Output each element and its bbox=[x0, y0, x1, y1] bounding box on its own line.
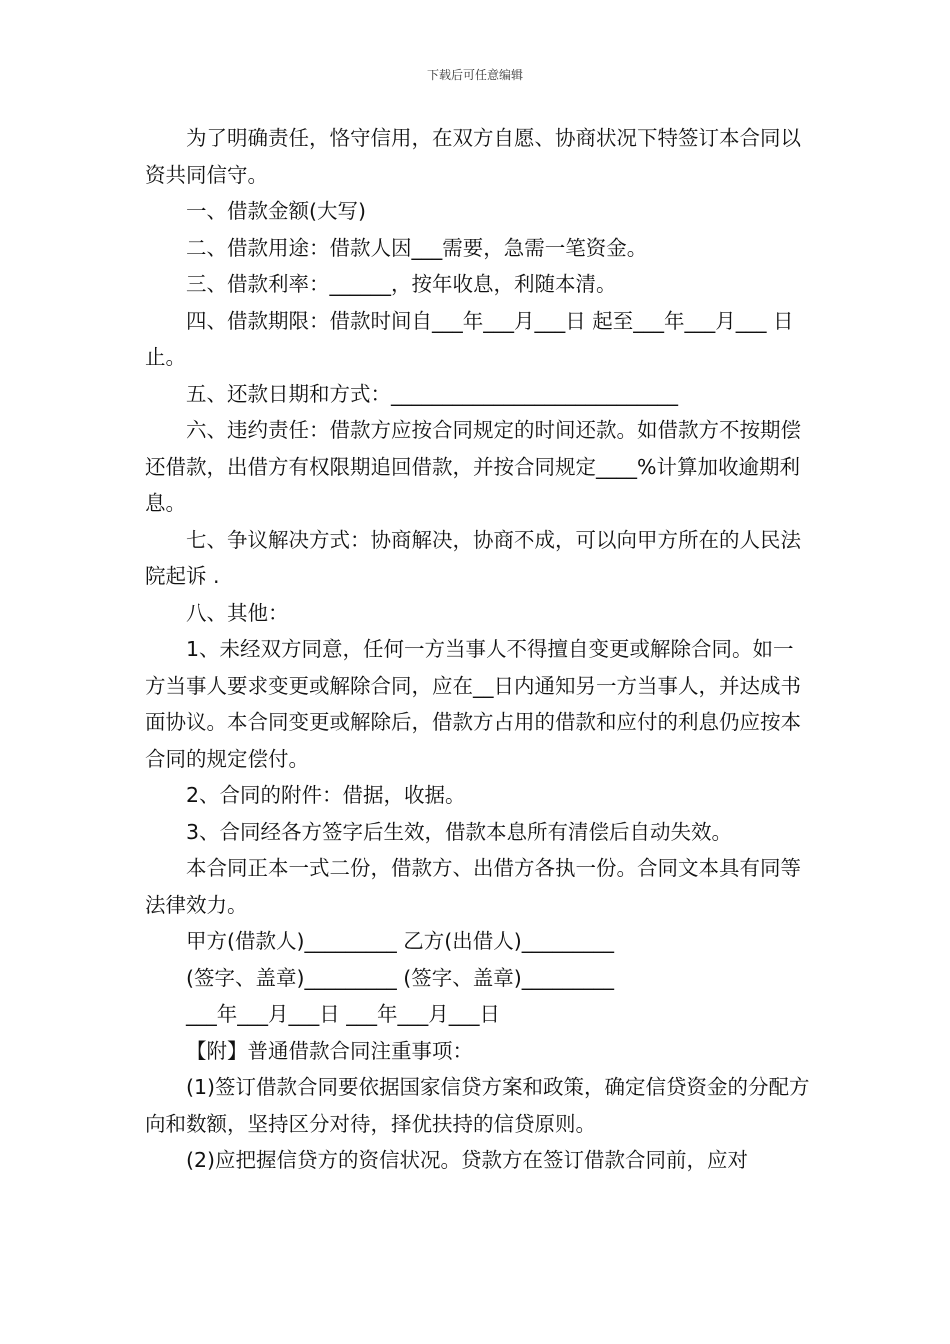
appendix-item-2: (2)应把握信贷方的资信状况。贷款方在签订借款合同前，应对 bbox=[186, 1148, 749, 1172]
clause-other: 八、其他： bbox=[186, 600, 289, 625]
clause-loan-purpose: 二、借款用途：借款人因___需要，急需一笔资金。 bbox=[186, 235, 648, 260]
clause-interest-rate: 三、借款利率：______，按年收息，利随本清。 bbox=[186, 272, 617, 296]
appendix-heading: 【附】普通借款合同注重事项： bbox=[186, 1038, 473, 1063]
sub-clause-3: 3、合同经各方签字后生效，借款本息所有清偿后自动失效。 bbox=[186, 819, 733, 844]
document-body bbox=[145, 120, 810, 1179]
sub-clause-2: 2、合同的附件：借据，收据。 bbox=[186, 783, 466, 807]
page-header: 下载后可任意编辑 bbox=[426, 68, 523, 82]
clause-liability: 六、违约责任：借款方应按合同规定的时间还款。如借款方不按期偿还借款，出借方有权限期追回借款，并按合同规定____%计算加收逾期利息。 bbox=[145, 418, 801, 515]
intro-paragraph: 为了明确责任，恪守信用，在双方自愿、协商状况下特签订本合同以资共同信守。 bbox=[145, 126, 801, 187]
signature-parties: 甲方(借款人)_________ 乙方(出借人)_________ bbox=[186, 929, 615, 953]
signature-dates: ___年___月___日 ___年___月___日 bbox=[186, 1002, 501, 1026]
sub-clause-1: 1、未经双方同意，任何一方当事人不得擅自变更或解除合同。如一方当事人要求变更或解除合同，应在__日内通知另一方当事人，并达成书面协议。本合同变更或解除后，借款方占用的借款和应付的利息仍应按本合同的规定偿付。 bbox=[145, 637, 801, 771]
clause-loan-term: 四、借款期限：借款时间自___年___月___日 起至___年___月___ 日止。 bbox=[145, 308, 794, 369]
copies-paragraph: 本合同正本一式二份，借款方、出借方各执一份。合同文本具有同等法律效力。 bbox=[145, 856, 801, 917]
clause-loan-amount: 一、借款金额(大写) bbox=[186, 199, 366, 223]
clause-repayment: 五、还款日期和方式：____________________________ bbox=[186, 381, 678, 406]
signature-stamps: (签字、盖章)_________ (签字、盖章)_________ bbox=[186, 965, 615, 990]
clause-dispute: 七、争议解决方式：协商解决，协商不成，可以向甲方所在的人民法院起诉 . bbox=[145, 527, 801, 588]
appendix-item-1: (1)签订借款合同要依据国家信贷方案和政策，确定信贷资金的分配方向和数额，坚持区分对待，择优扶持的信贷原则。 bbox=[145, 1075, 810, 1136]
